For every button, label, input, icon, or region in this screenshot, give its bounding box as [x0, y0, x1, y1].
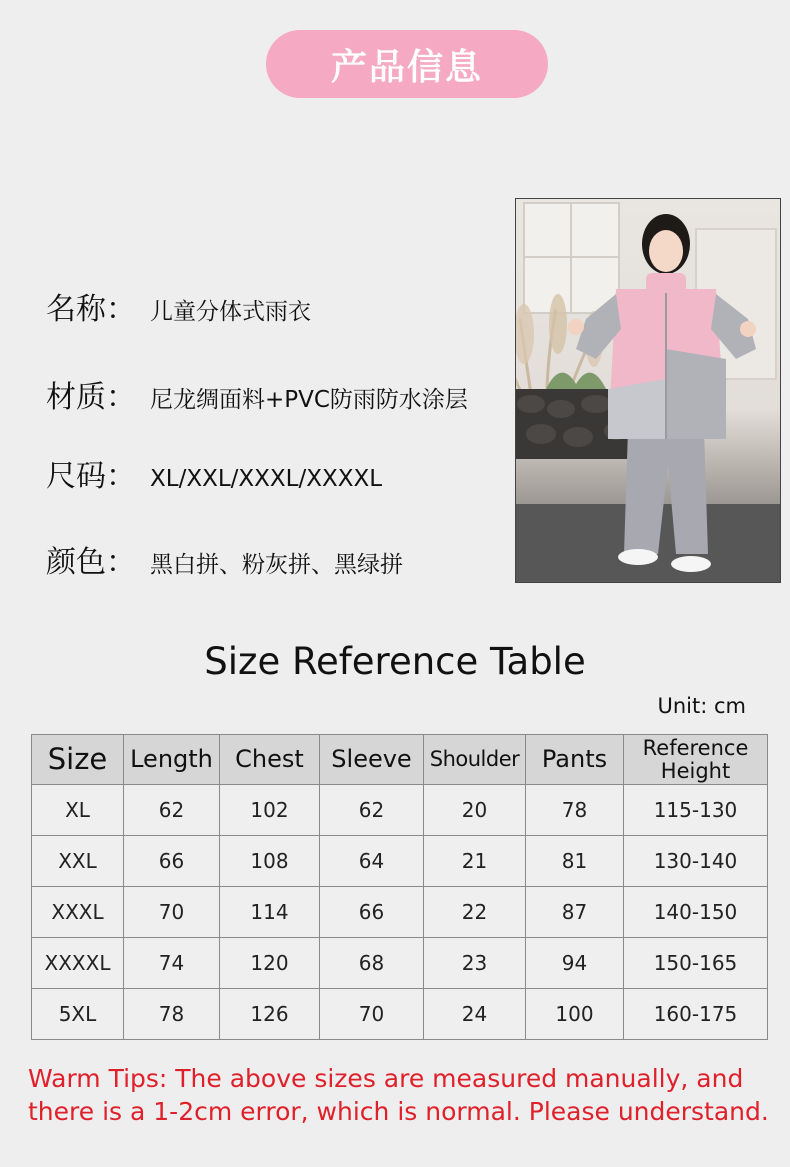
table-row [32, 938, 768, 989]
table-cell: 94 [526, 938, 624, 989]
table-cell: 115-130 [624, 785, 768, 836]
table-cell: 68 [320, 938, 424, 989]
column-header: Reference Height [624, 735, 768, 785]
table-cell: 22 [424, 887, 526, 938]
table-cell: 130-140 [624, 836, 768, 887]
warm-tips-line: Warm Tips: The above sizes are measured manually, and [28, 1064, 744, 1093]
table-cell: 66 [320, 887, 424, 938]
child-raincoat-illustration [516, 199, 780, 582]
table-cell: 70 [320, 989, 424, 1040]
section-title-badge [266, 30, 548, 98]
unit-label: Unit: cm [657, 694, 746, 718]
info-value: 尼龙绸面料+PVC防雨防水涂层 [150, 387, 468, 413]
column-header: Shoulder [424, 735, 526, 785]
table-cell: 66 [124, 836, 220, 887]
column-header: Chest [220, 735, 320, 785]
column-header: Sleeve [320, 735, 424, 785]
column-header: Pants [526, 735, 624, 785]
table-cell: XXL [32, 836, 124, 887]
info-row-color [46, 537, 403, 581]
size-reference-table [31, 734, 768, 1040]
table-cell: 78 [124, 989, 220, 1040]
table-cell: 87 [526, 887, 624, 938]
info-value: 黑白拼、粉灰拼、黑绿拼 [150, 552, 403, 578]
table-cell: XXXL [32, 887, 124, 938]
table-row [32, 785, 768, 836]
table-cell: 21 [424, 836, 526, 887]
column-header: Length [124, 735, 220, 785]
info-label: 颜色： [46, 545, 136, 580]
table-cell: 160-175 [624, 989, 768, 1040]
info-row-name [46, 284, 311, 328]
table-cell: 64 [320, 836, 424, 887]
table-cell: 126 [220, 989, 320, 1040]
table-cell: 62 [320, 785, 424, 836]
table-cell: 20 [424, 785, 526, 836]
table-row [32, 887, 768, 938]
table-cell: 100 [526, 989, 624, 1040]
column-header: Size [32, 735, 124, 785]
table-cell: 23 [424, 938, 526, 989]
table-cell: 5XL [32, 989, 124, 1040]
info-label: 名称： [46, 292, 136, 327]
table-cell: 74 [124, 938, 220, 989]
table-cell: XXXXL [32, 938, 124, 989]
info-row-material [46, 372, 468, 416]
warm-tips [28, 1062, 780, 1128]
info-value: XL/XXL/XXXL/XXXXL [150, 466, 383, 492]
table-cell: 114 [220, 887, 320, 938]
table-cell: XL [32, 785, 124, 836]
table-cell: 140-150 [624, 887, 768, 938]
info-label: 材质： [46, 380, 136, 415]
info-row-size [46, 451, 382, 495]
table-cell: 70 [124, 887, 220, 938]
table-row [32, 836, 768, 887]
table-cell: 78 [526, 785, 624, 836]
table-header-row [32, 735, 768, 785]
table-cell: 62 [124, 785, 220, 836]
info-value: 儿童分体式雨衣 [150, 299, 311, 325]
table-cell: 24 [424, 989, 526, 1040]
info-label: 尺码： [46, 459, 136, 494]
table-cell: 108 [220, 836, 320, 887]
size-table-title: Size Reference Table [204, 640, 586, 683]
table-cell: 102 [220, 785, 320, 836]
table-row [32, 989, 768, 1040]
table-cell: 120 [220, 938, 320, 989]
section-title: 产品信息 [330, 46, 483, 88]
product-photo [515, 198, 781, 583]
table-cell: 81 [526, 836, 624, 887]
table-cell: 150-165 [624, 938, 768, 989]
warm-tips-line: there is a 1-2cm error, which is normal. Please understand. [28, 1097, 769, 1126]
